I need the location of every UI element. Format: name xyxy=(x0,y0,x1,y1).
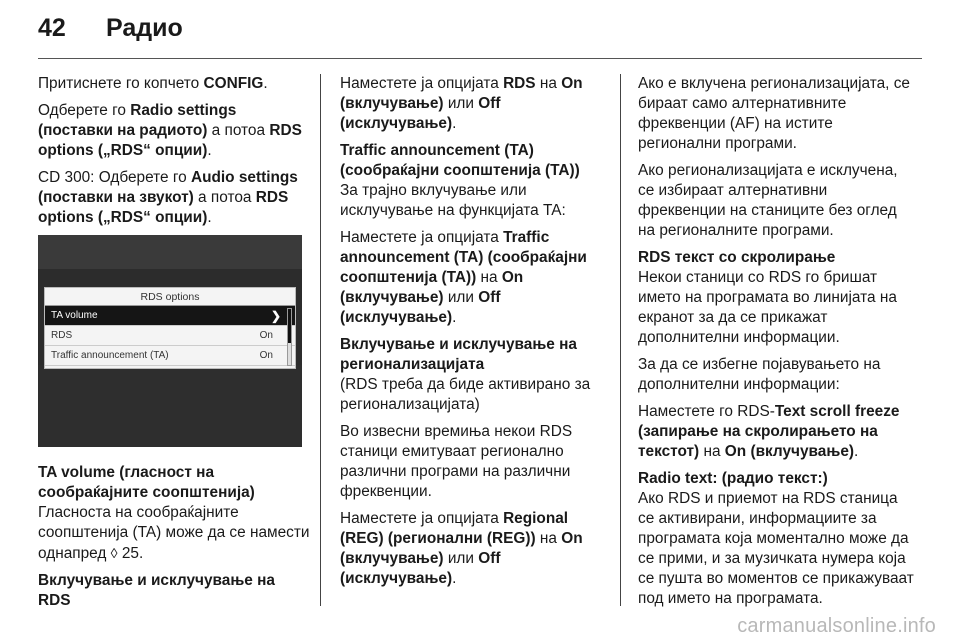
display-bezel-bottom xyxy=(38,365,302,447)
header-rule xyxy=(38,58,922,59)
paragraph-scroll-freeze: Наместете го RDS-Text scroll freeze (запирање на скролирањето на текстот) на On (вклучување). xyxy=(638,403,900,460)
paragraph-regional-off: Ако регионализацијата е исклучена, се избираат алтернативни фреквенции на станиците без оглед на регионалните програми. xyxy=(638,162,898,239)
scrollbar-thumb[interactable] xyxy=(288,309,291,343)
page-title: Радио xyxy=(106,14,183,42)
column-divider-right xyxy=(620,74,621,606)
paragraph-regional-info: Во извесни времиња некои RDS станици емитуваат регионално различни програми на различни фреквенции. xyxy=(340,423,573,500)
column-divider-left xyxy=(320,74,321,606)
scrollbar[interactable] xyxy=(287,308,292,366)
column-left xyxy=(38,74,310,611)
column-middle xyxy=(340,74,612,596)
rds-options-screenshot xyxy=(38,235,302,447)
paragraph-regional-option: Наместете ја опцијата Regional (REG) (регионални (REG)) на On (вклучување) или Off (исклучување). xyxy=(340,510,583,587)
heading-rds-scroll: RDS текст со скролирање xyxy=(638,249,836,266)
heading-rds-toggle: Вклучување и исклучување на RDS xyxy=(38,572,275,609)
page-header xyxy=(38,14,183,50)
paragraph-radio-settings: Одберете го Radio settings (поставки на радиото) а потоа RDS options („RDS“ опции). xyxy=(38,102,302,159)
menu-item-ta-volume[interactable]: TA volume ❯ xyxy=(45,306,295,326)
paragraph-cd300: CD 300: Одберете го Audio settings (поставки на звукот) а потоа RDS options („RDS“ опции). xyxy=(38,169,298,226)
display-screen xyxy=(44,287,296,369)
paragraph-regional-note: (RDS треба да биде активирано за регионализацијата) xyxy=(340,376,591,413)
paragraph-config: Притиснете го копчето CONFIG. xyxy=(38,75,268,92)
menu-item-rds[interactable]: RDS On xyxy=(45,326,295,346)
page-number: 42 xyxy=(38,14,66,42)
watermark: carmanualsonline.info xyxy=(737,615,936,637)
paragraph-ta-volume: Гласноста на сообраќајните соопштенија (TA) може да се намести однапред ◊ 25. xyxy=(38,504,310,562)
paragraph-regional-on: Ако е вклучена регионализацијата, се бираат само алтернативните фреквенции (AF) на истите регионални програми. xyxy=(638,75,910,152)
menu-item-traffic-announcement[interactable]: Traffic announcement (TA) On xyxy=(45,346,295,366)
heading-traffic-announcement: Traffic announcement (TA) (сообраќајни соопштенија (TA)) xyxy=(340,142,580,179)
column-right xyxy=(638,74,914,616)
paragraph-radio-text: Ако RDS и приемот на RDS станица се активирани, информациите за програмата која моментално може да се прими, и за музичката нумера која се пушта во моментов се прикажуваат под името на програмата. xyxy=(638,490,914,607)
display-bezel-top xyxy=(38,235,302,269)
paragraph-ta-option: Наместете ја опцијата Traffic announcement (TA) (сообраќајни соопштенија (TA)) на On (вклучување) или Off (исклучување). xyxy=(340,229,587,326)
paragraph-rds-scroll-avoid: За да се избегне појавувањето на дополнителни информации: xyxy=(638,356,881,393)
arrow-ref-icon: ◊ xyxy=(110,545,118,561)
paragraph-rds-scroll-info: Некои станици со RDS го бришат името на програмата во линијата на екранот за да се прикажат дополнителни информации. xyxy=(638,269,897,346)
menu-item-value: On xyxy=(259,330,273,341)
menu-item-value: On xyxy=(259,350,273,361)
screen-title: RDS options xyxy=(45,288,295,306)
paragraph-ta-intro: За трајно вклучување или исклучување на функцијата TA: xyxy=(340,182,566,219)
paragraph-rds-option: Наместете ја опцијата RDS на On (вклучување) или Off (исклучување). xyxy=(340,75,583,132)
heading-ta-volume: TA volume (гласност на сообраќајните соопштенија) xyxy=(38,464,255,501)
heading-regionalisation: Вклучување и исклучување на регионализацијата xyxy=(340,336,577,373)
chevron-right-icon: ❯ xyxy=(270,309,281,323)
heading-radio-text: Radio text: (радио текст:) xyxy=(638,470,828,487)
